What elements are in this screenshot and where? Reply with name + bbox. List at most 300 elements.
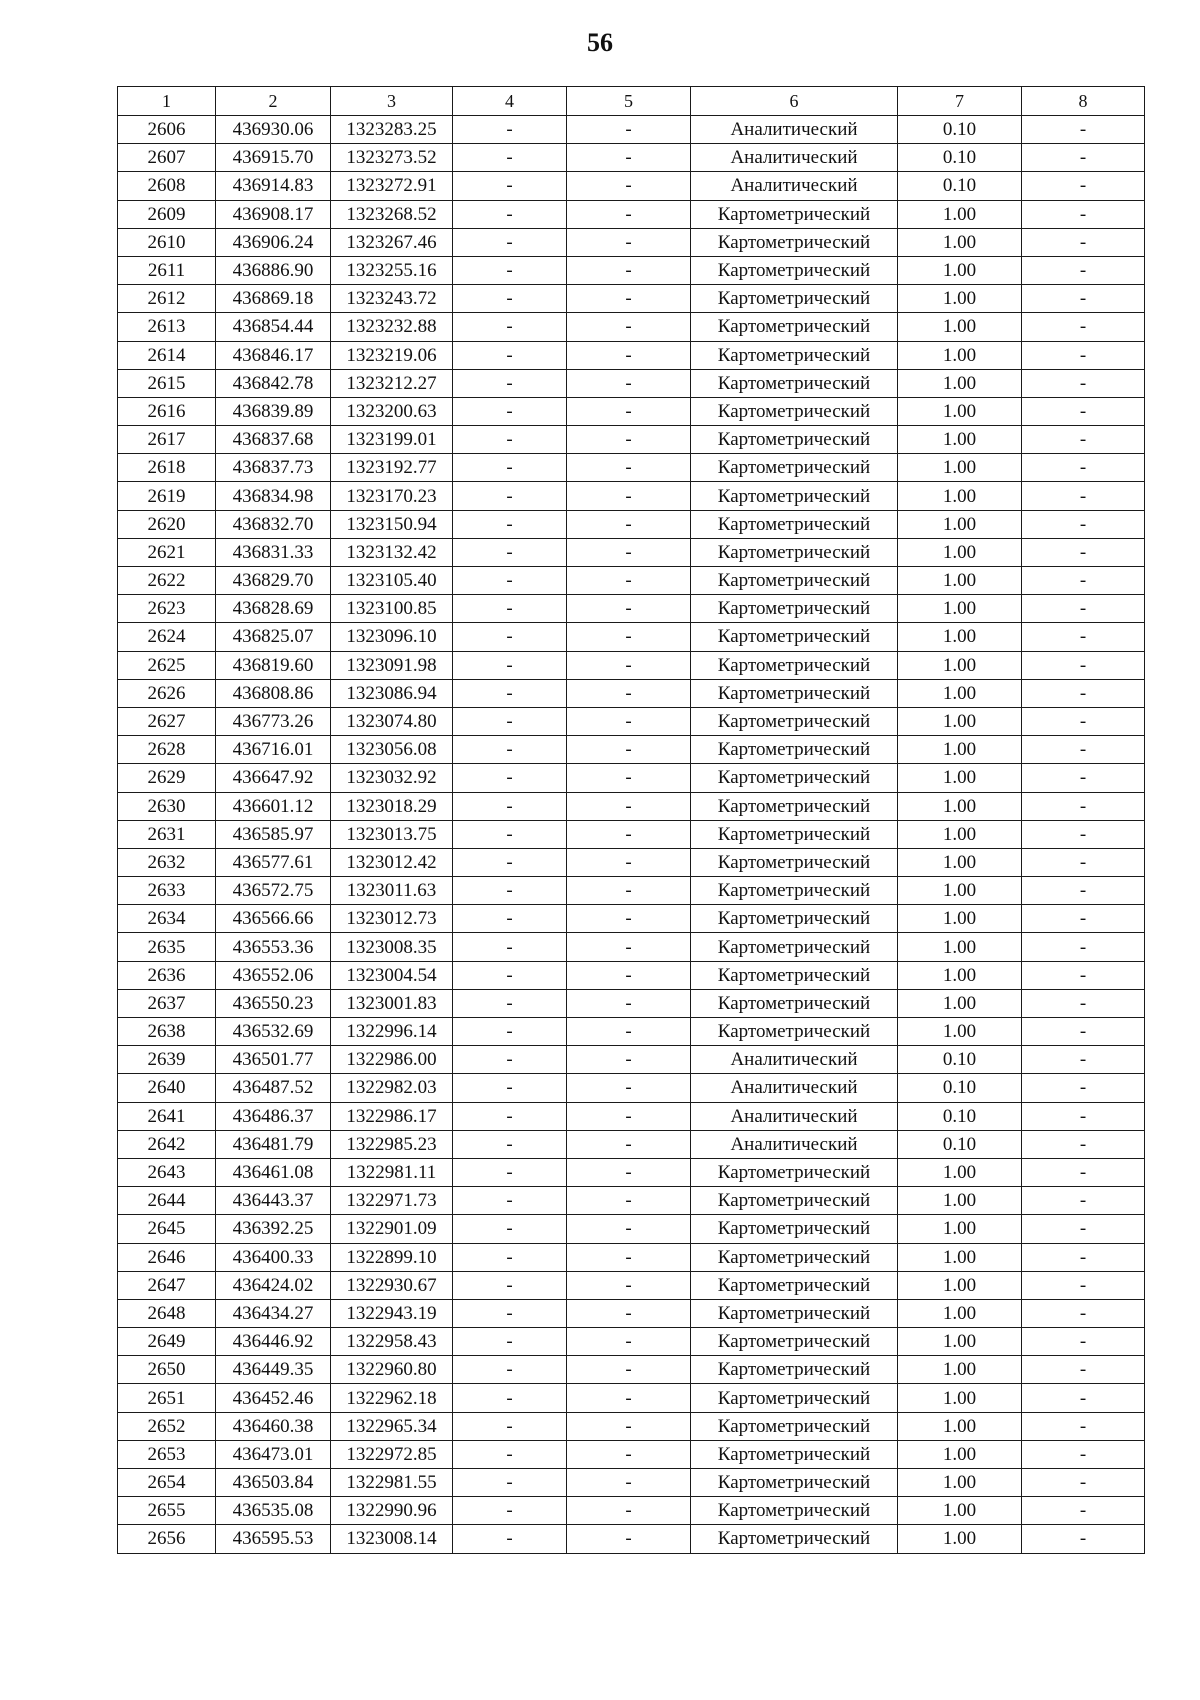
point-number-cell: 2627 <box>118 707 216 735</box>
column-header: 5 <box>567 87 691 116</box>
y-coordinate-cell: 1323170.23 <box>331 482 453 510</box>
method-cell: Картометрический <box>691 1271 898 1299</box>
y-coordinate-cell: 1322985.23 <box>331 1130 453 1158</box>
x-coordinate-cell: 436566.66 <box>216 905 331 933</box>
column-5-cell: - <box>567 764 691 792</box>
point-number-cell: 2610 <box>118 228 216 256</box>
column-4-cell: - <box>453 820 567 848</box>
point-number-cell: 2629 <box>118 764 216 792</box>
method-cell: Картометрический <box>691 482 898 510</box>
column-4-cell: - <box>453 426 567 454</box>
point-number-cell: 2631 <box>118 820 216 848</box>
y-coordinate-cell: 1323074.80 <box>331 707 453 735</box>
table-row <box>118 538 1145 566</box>
column-header: 2 <box>216 87 331 116</box>
column-5-cell: - <box>567 623 691 651</box>
point-number-cell: 2615 <box>118 369 216 397</box>
column-4-cell: - <box>453 651 567 679</box>
accuracy-cell: 1.00 <box>898 1384 1022 1412</box>
y-coordinate-cell: 1323056.08 <box>331 736 453 764</box>
accuracy-cell: 1.00 <box>898 679 1022 707</box>
method-cell: Картометрический <box>691 1299 898 1327</box>
x-coordinate-cell: 436487.52 <box>216 1074 331 1102</box>
method-cell: Картометрический <box>691 707 898 735</box>
point-number-cell: 2650 <box>118 1356 216 1384</box>
accuracy-cell: 1.00 <box>898 1243 1022 1271</box>
column-8-cell: - <box>1022 989 1145 1017</box>
table-row <box>118 1469 1145 1497</box>
point-number-cell: 2620 <box>118 510 216 538</box>
accuracy-cell: 1.00 <box>898 510 1022 538</box>
x-coordinate-cell: 436552.06 <box>216 961 331 989</box>
x-coordinate-cell: 436434.27 <box>216 1299 331 1327</box>
column-4-cell: - <box>453 1187 567 1215</box>
table-row <box>118 961 1145 989</box>
method-cell: Картометрический <box>691 905 898 933</box>
column-8-cell: - <box>1022 1469 1145 1497</box>
column-8-cell: - <box>1022 482 1145 510</box>
table-row <box>118 877 1145 905</box>
method-cell: Картометрический <box>691 1158 898 1186</box>
column-4-cell: - <box>453 341 567 369</box>
method-cell: Картометрический <box>691 200 898 228</box>
column-8-cell: - <box>1022 1187 1145 1215</box>
x-coordinate-cell: 436577.61 <box>216 848 331 876</box>
x-coordinate-cell: 436846.17 <box>216 341 331 369</box>
column-8-cell: - <box>1022 1440 1145 1468</box>
x-coordinate-cell: 436825.07 <box>216 623 331 651</box>
x-coordinate-cell: 436585.97 <box>216 820 331 848</box>
column-4-cell: - <box>453 200 567 228</box>
x-coordinate-cell: 436550.23 <box>216 989 331 1017</box>
column-header: 7 <box>898 87 1022 116</box>
point-number-cell: 2614 <box>118 341 216 369</box>
column-5-cell: - <box>567 341 691 369</box>
column-4-cell: - <box>453 1356 567 1384</box>
y-coordinate-cell: 1323272.91 <box>331 172 453 200</box>
column-5-cell: - <box>567 144 691 172</box>
column-8-cell: - <box>1022 623 1145 651</box>
x-coordinate-cell: 436460.38 <box>216 1412 331 1440</box>
column-4-cell: - <box>453 1102 567 1130</box>
column-8-cell: - <box>1022 1074 1145 1102</box>
column-4-cell: - <box>453 285 567 313</box>
column-4-cell: - <box>453 764 567 792</box>
column-8-cell: - <box>1022 341 1145 369</box>
method-cell: Картометрический <box>691 1018 898 1046</box>
column-4-cell: - <box>453 1271 567 1299</box>
table-row <box>118 1187 1145 1215</box>
y-coordinate-cell: 1323255.16 <box>331 256 453 284</box>
column-5-cell: - <box>567 1525 691 1553</box>
table-row <box>118 567 1145 595</box>
accuracy-cell: 1.00 <box>898 313 1022 341</box>
column-4-cell: - <box>453 707 567 735</box>
column-5-cell: - <box>567 454 691 482</box>
column-5-cell: - <box>567 1243 691 1271</box>
point-number-cell: 2644 <box>118 1187 216 1215</box>
point-number-cell: 2618 <box>118 454 216 482</box>
column-4-cell: - <box>453 116 567 144</box>
column-4-cell: - <box>453 482 567 510</box>
column-5-cell: - <box>567 200 691 228</box>
x-coordinate-cell: 436461.08 <box>216 1158 331 1186</box>
x-coordinate-cell: 436908.17 <box>216 200 331 228</box>
table-row <box>118 1046 1145 1074</box>
column-4-cell: - <box>453 877 567 905</box>
y-coordinate-cell: 1322986.00 <box>331 1046 453 1074</box>
column-8-cell: - <box>1022 200 1145 228</box>
column-5-cell: - <box>567 707 691 735</box>
point-number-cell: 2622 <box>118 567 216 595</box>
column-5-cell: - <box>567 989 691 1017</box>
x-coordinate-cell: 436449.35 <box>216 1356 331 1384</box>
column-4-cell: - <box>453 792 567 820</box>
column-8-cell: - <box>1022 961 1145 989</box>
column-8-cell: - <box>1022 538 1145 566</box>
table-row <box>118 1328 1145 1356</box>
column-8-cell: - <box>1022 905 1145 933</box>
method-cell: Картометрический <box>691 595 898 623</box>
method-cell: Картометрический <box>691 820 898 848</box>
accuracy-cell: 1.00 <box>898 1328 1022 1356</box>
column-4-cell: - <box>453 1158 567 1186</box>
column-4-cell: - <box>453 538 567 566</box>
column-5-cell: - <box>567 172 691 200</box>
point-number-cell: 2642 <box>118 1130 216 1158</box>
table-row <box>118 595 1145 623</box>
column-4-cell: - <box>453 1299 567 1327</box>
column-4-cell: - <box>453 1412 567 1440</box>
point-number-cell: 2621 <box>118 538 216 566</box>
column-5-cell: - <box>567 1384 691 1412</box>
column-5-cell: - <box>567 567 691 595</box>
method-cell: Картометрический <box>691 961 898 989</box>
accuracy-cell: 1.00 <box>898 1018 1022 1046</box>
table-row <box>118 1018 1145 1046</box>
accuracy-cell: 1.00 <box>898 482 1022 510</box>
point-number-cell: 2632 <box>118 848 216 876</box>
table-row <box>118 1243 1145 1271</box>
method-cell: Картометрический <box>691 1328 898 1356</box>
point-number-cell: 2608 <box>118 172 216 200</box>
accuracy-cell: 1.00 <box>898 1215 1022 1243</box>
method-cell: Картометрический <box>691 369 898 397</box>
column-5-cell: - <box>567 285 691 313</box>
y-coordinate-cell: 1323004.54 <box>331 961 453 989</box>
accuracy-cell: 1.00 <box>898 1469 1022 1497</box>
accuracy-cell: 1.00 <box>898 1525 1022 1553</box>
table-row <box>118 1299 1145 1327</box>
accuracy-cell: 1.00 <box>898 200 1022 228</box>
table-row <box>118 172 1145 200</box>
method-cell: Картометрический <box>691 454 898 482</box>
column-5-cell: - <box>567 736 691 764</box>
y-coordinate-cell: 1323200.63 <box>331 397 453 425</box>
table-row <box>118 116 1145 144</box>
table-body <box>118 116 1145 1554</box>
column-8-cell: - <box>1022 933 1145 961</box>
y-coordinate-cell: 1323268.52 <box>331 200 453 228</box>
column-5-cell: - <box>567 595 691 623</box>
table-row <box>118 313 1145 341</box>
x-coordinate-cell: 436914.83 <box>216 172 331 200</box>
column-8-cell: - <box>1022 369 1145 397</box>
accuracy-cell: 1.00 <box>898 595 1022 623</box>
y-coordinate-cell: 1323011.63 <box>331 877 453 905</box>
method-cell: Картометрический <box>691 651 898 679</box>
column-5-cell: - <box>567 397 691 425</box>
column-8-cell: - <box>1022 1130 1145 1158</box>
column-5-cell: - <box>567 820 691 848</box>
column-8-cell: - <box>1022 595 1145 623</box>
accuracy-cell: 1.00 <box>898 623 1022 651</box>
column-4-cell: - <box>453 1243 567 1271</box>
point-number-cell: 2626 <box>118 679 216 707</box>
accuracy-cell: 1.00 <box>898 1158 1022 1186</box>
column-4-cell: - <box>453 623 567 651</box>
y-coordinate-cell: 1323132.42 <box>331 538 453 566</box>
accuracy-cell: 1.00 <box>898 707 1022 735</box>
accuracy-cell: 0.10 <box>898 1102 1022 1130</box>
column-8-cell: - <box>1022 285 1145 313</box>
table-row <box>118 905 1145 933</box>
point-number-cell: 2649 <box>118 1328 216 1356</box>
method-cell: Аналитический <box>691 1130 898 1158</box>
y-coordinate-cell: 1323150.94 <box>331 510 453 538</box>
column-8-cell: - <box>1022 877 1145 905</box>
method-cell: Картометрический <box>691 285 898 313</box>
column-4-cell: - <box>453 1018 567 1046</box>
point-number-cell: 2637 <box>118 989 216 1017</box>
point-number-cell: 2647 <box>118 1271 216 1299</box>
column-5-cell: - <box>567 1469 691 1497</box>
point-number-cell: 2651 <box>118 1384 216 1412</box>
x-coordinate-cell: 436915.70 <box>216 144 331 172</box>
table-row <box>118 989 1145 1017</box>
column-4-cell: - <box>453 144 567 172</box>
table-row <box>118 623 1145 651</box>
x-coordinate-cell: 436842.78 <box>216 369 331 397</box>
point-number-cell: 2606 <box>118 116 216 144</box>
column-8-cell: - <box>1022 764 1145 792</box>
column-5-cell: - <box>567 1130 691 1158</box>
y-coordinate-cell: 1322972.85 <box>331 1440 453 1468</box>
x-coordinate-cell: 436553.36 <box>216 933 331 961</box>
y-coordinate-cell: 1323267.46 <box>331 228 453 256</box>
method-cell: Картометрический <box>691 538 898 566</box>
y-coordinate-cell: 1322943.19 <box>331 1299 453 1327</box>
point-number-cell: 2613 <box>118 313 216 341</box>
y-coordinate-cell: 1322930.67 <box>331 1271 453 1299</box>
column-5-cell: - <box>567 1356 691 1384</box>
column-5-cell: - <box>567 679 691 707</box>
x-coordinate-cell: 436930.06 <box>216 116 331 144</box>
accuracy-cell: 1.00 <box>898 877 1022 905</box>
table-row <box>118 144 1145 172</box>
x-coordinate-cell: 436837.68 <box>216 426 331 454</box>
point-number-cell: 2633 <box>118 877 216 905</box>
accuracy-cell: 1.00 <box>898 905 1022 933</box>
x-coordinate-cell: 436400.33 <box>216 1243 331 1271</box>
y-coordinate-cell: 1322901.09 <box>331 1215 453 1243</box>
point-number-cell: 2636 <box>118 961 216 989</box>
column-8-cell: - <box>1022 426 1145 454</box>
column-4-cell: - <box>453 679 567 707</box>
column-4-cell: - <box>453 454 567 482</box>
y-coordinate-cell: 1323243.72 <box>331 285 453 313</box>
x-coordinate-cell: 436532.69 <box>216 1018 331 1046</box>
x-coordinate-cell: 436443.37 <box>216 1187 331 1215</box>
table-row <box>118 341 1145 369</box>
method-cell: Картометрический <box>691 1384 898 1412</box>
column-5-cell: - <box>567 313 691 341</box>
x-coordinate-cell: 436869.18 <box>216 285 331 313</box>
column-5-cell: - <box>567 933 691 961</box>
point-number-cell: 2609 <box>118 200 216 228</box>
column-5-cell: - <box>567 792 691 820</box>
column-4-cell: - <box>453 397 567 425</box>
point-number-cell: 2624 <box>118 623 216 651</box>
column-8-cell: - <box>1022 397 1145 425</box>
table-row <box>118 1356 1145 1384</box>
y-coordinate-cell: 1322899.10 <box>331 1243 453 1271</box>
x-coordinate-cell: 436829.70 <box>216 567 331 595</box>
method-cell: Картометрический <box>691 256 898 284</box>
accuracy-cell: 1.00 <box>898 1299 1022 1327</box>
accuracy-cell: 1.00 <box>898 820 1022 848</box>
column-4-cell: - <box>453 1384 567 1412</box>
column-8-cell: - <box>1022 1271 1145 1299</box>
accuracy-cell: 0.10 <box>898 1046 1022 1074</box>
table-row <box>118 1102 1145 1130</box>
table-row <box>118 820 1145 848</box>
accuracy-cell: 1.00 <box>898 426 1022 454</box>
column-5-cell: - <box>567 1187 691 1215</box>
page-number: 56 <box>587 28 613 57</box>
accuracy-cell: 1.00 <box>898 228 1022 256</box>
x-coordinate-cell: 436647.92 <box>216 764 331 792</box>
y-coordinate-cell: 1322996.14 <box>331 1018 453 1046</box>
method-cell: Аналитический <box>691 144 898 172</box>
method-cell: Картометрический <box>691 1440 898 1468</box>
column-8-cell: - <box>1022 144 1145 172</box>
column-4-cell: - <box>453 933 567 961</box>
table-row <box>118 426 1145 454</box>
point-number-cell: 2634 <box>118 905 216 933</box>
x-coordinate-cell: 436854.44 <box>216 313 331 341</box>
accuracy-cell: 1.00 <box>898 1271 1022 1299</box>
point-number-cell: 2646 <box>118 1243 216 1271</box>
column-8-cell: - <box>1022 172 1145 200</box>
column-8-cell: - <box>1022 1046 1145 1074</box>
accuracy-cell: 1.00 <box>898 1356 1022 1384</box>
table-row <box>118 454 1145 482</box>
x-coordinate-cell: 436832.70 <box>216 510 331 538</box>
point-number-cell: 2653 <box>118 1440 216 1468</box>
column-4-cell: - <box>453 1497 567 1525</box>
method-cell: Картометрический <box>691 313 898 341</box>
y-coordinate-cell: 1323283.25 <box>331 116 453 144</box>
point-number-cell: 2611 <box>118 256 216 284</box>
y-coordinate-cell: 1322986.17 <box>331 1102 453 1130</box>
column-4-cell: - <box>453 989 567 1017</box>
accuracy-cell: 1.00 <box>898 454 1022 482</box>
accuracy-cell: 1.00 <box>898 961 1022 989</box>
table-row <box>118 1525 1145 1553</box>
table-header-row <box>118 87 1145 116</box>
accuracy-cell: 1.00 <box>898 397 1022 425</box>
column-5-cell: - <box>567 877 691 905</box>
point-number-cell: 2635 <box>118 933 216 961</box>
column-5-cell: - <box>567 369 691 397</box>
y-coordinate-cell: 1323105.40 <box>331 567 453 595</box>
accuracy-cell: 1.00 <box>898 567 1022 595</box>
accuracy-cell: 1.00 <box>898 651 1022 679</box>
method-cell: Картометрический <box>691 1525 898 1553</box>
point-number-cell: 2630 <box>118 792 216 820</box>
table-row <box>118 1384 1145 1412</box>
y-coordinate-cell: 1322965.34 <box>331 1412 453 1440</box>
y-coordinate-cell: 1323192.77 <box>331 454 453 482</box>
table-row <box>118 482 1145 510</box>
accuracy-cell: 1.00 <box>898 989 1022 1017</box>
column-4-cell: - <box>453 172 567 200</box>
point-number-cell: 2640 <box>118 1074 216 1102</box>
accuracy-cell: 1.00 <box>898 933 1022 961</box>
column-8-cell: - <box>1022 1018 1145 1046</box>
y-coordinate-cell: 1323032.92 <box>331 764 453 792</box>
method-cell: Картометрический <box>691 397 898 425</box>
column-8-cell: - <box>1022 454 1145 482</box>
column-8-cell: - <box>1022 1215 1145 1243</box>
column-5-cell: - <box>567 1018 691 1046</box>
y-coordinate-cell: 1323008.14 <box>331 1525 453 1553</box>
column-8-cell: - <box>1022 1384 1145 1412</box>
column-8-cell: - <box>1022 510 1145 538</box>
table-row <box>118 679 1145 707</box>
accuracy-cell: 1.00 <box>898 1497 1022 1525</box>
method-cell: Аналитический <box>691 172 898 200</box>
x-coordinate-cell: 436535.08 <box>216 1497 331 1525</box>
x-coordinate-cell: 436595.53 <box>216 1525 331 1553</box>
method-cell: Аналитический <box>691 116 898 144</box>
method-cell: Картометрический <box>691 933 898 961</box>
column-5-cell: - <box>567 1074 691 1102</box>
x-coordinate-cell: 436808.86 <box>216 679 331 707</box>
column-5-cell: - <box>567 1440 691 1468</box>
column-4-cell: - <box>453 313 567 341</box>
x-coordinate-cell: 436452.46 <box>216 1384 331 1412</box>
accuracy-cell: 0.10 <box>898 172 1022 200</box>
accuracy-cell: 0.10 <box>898 144 1022 172</box>
column-4-cell: - <box>453 736 567 764</box>
y-coordinate-cell: 1323091.98 <box>331 651 453 679</box>
method-cell: Картометрический <box>691 989 898 1017</box>
column-5-cell: - <box>567 256 691 284</box>
column-8-cell: - <box>1022 313 1145 341</box>
accuracy-cell: 0.10 <box>898 116 1022 144</box>
point-number-cell: 2616 <box>118 397 216 425</box>
x-coordinate-cell: 436834.98 <box>216 482 331 510</box>
accuracy-cell: 1.00 <box>898 1440 1022 1468</box>
column-8-cell: - <box>1022 1356 1145 1384</box>
x-coordinate-cell: 436446.92 <box>216 1328 331 1356</box>
x-coordinate-cell: 436828.69 <box>216 595 331 623</box>
y-coordinate-cell: 1323012.42 <box>331 848 453 876</box>
y-coordinate-cell: 1322981.55 <box>331 1469 453 1497</box>
column-8-cell: - <box>1022 1102 1145 1130</box>
